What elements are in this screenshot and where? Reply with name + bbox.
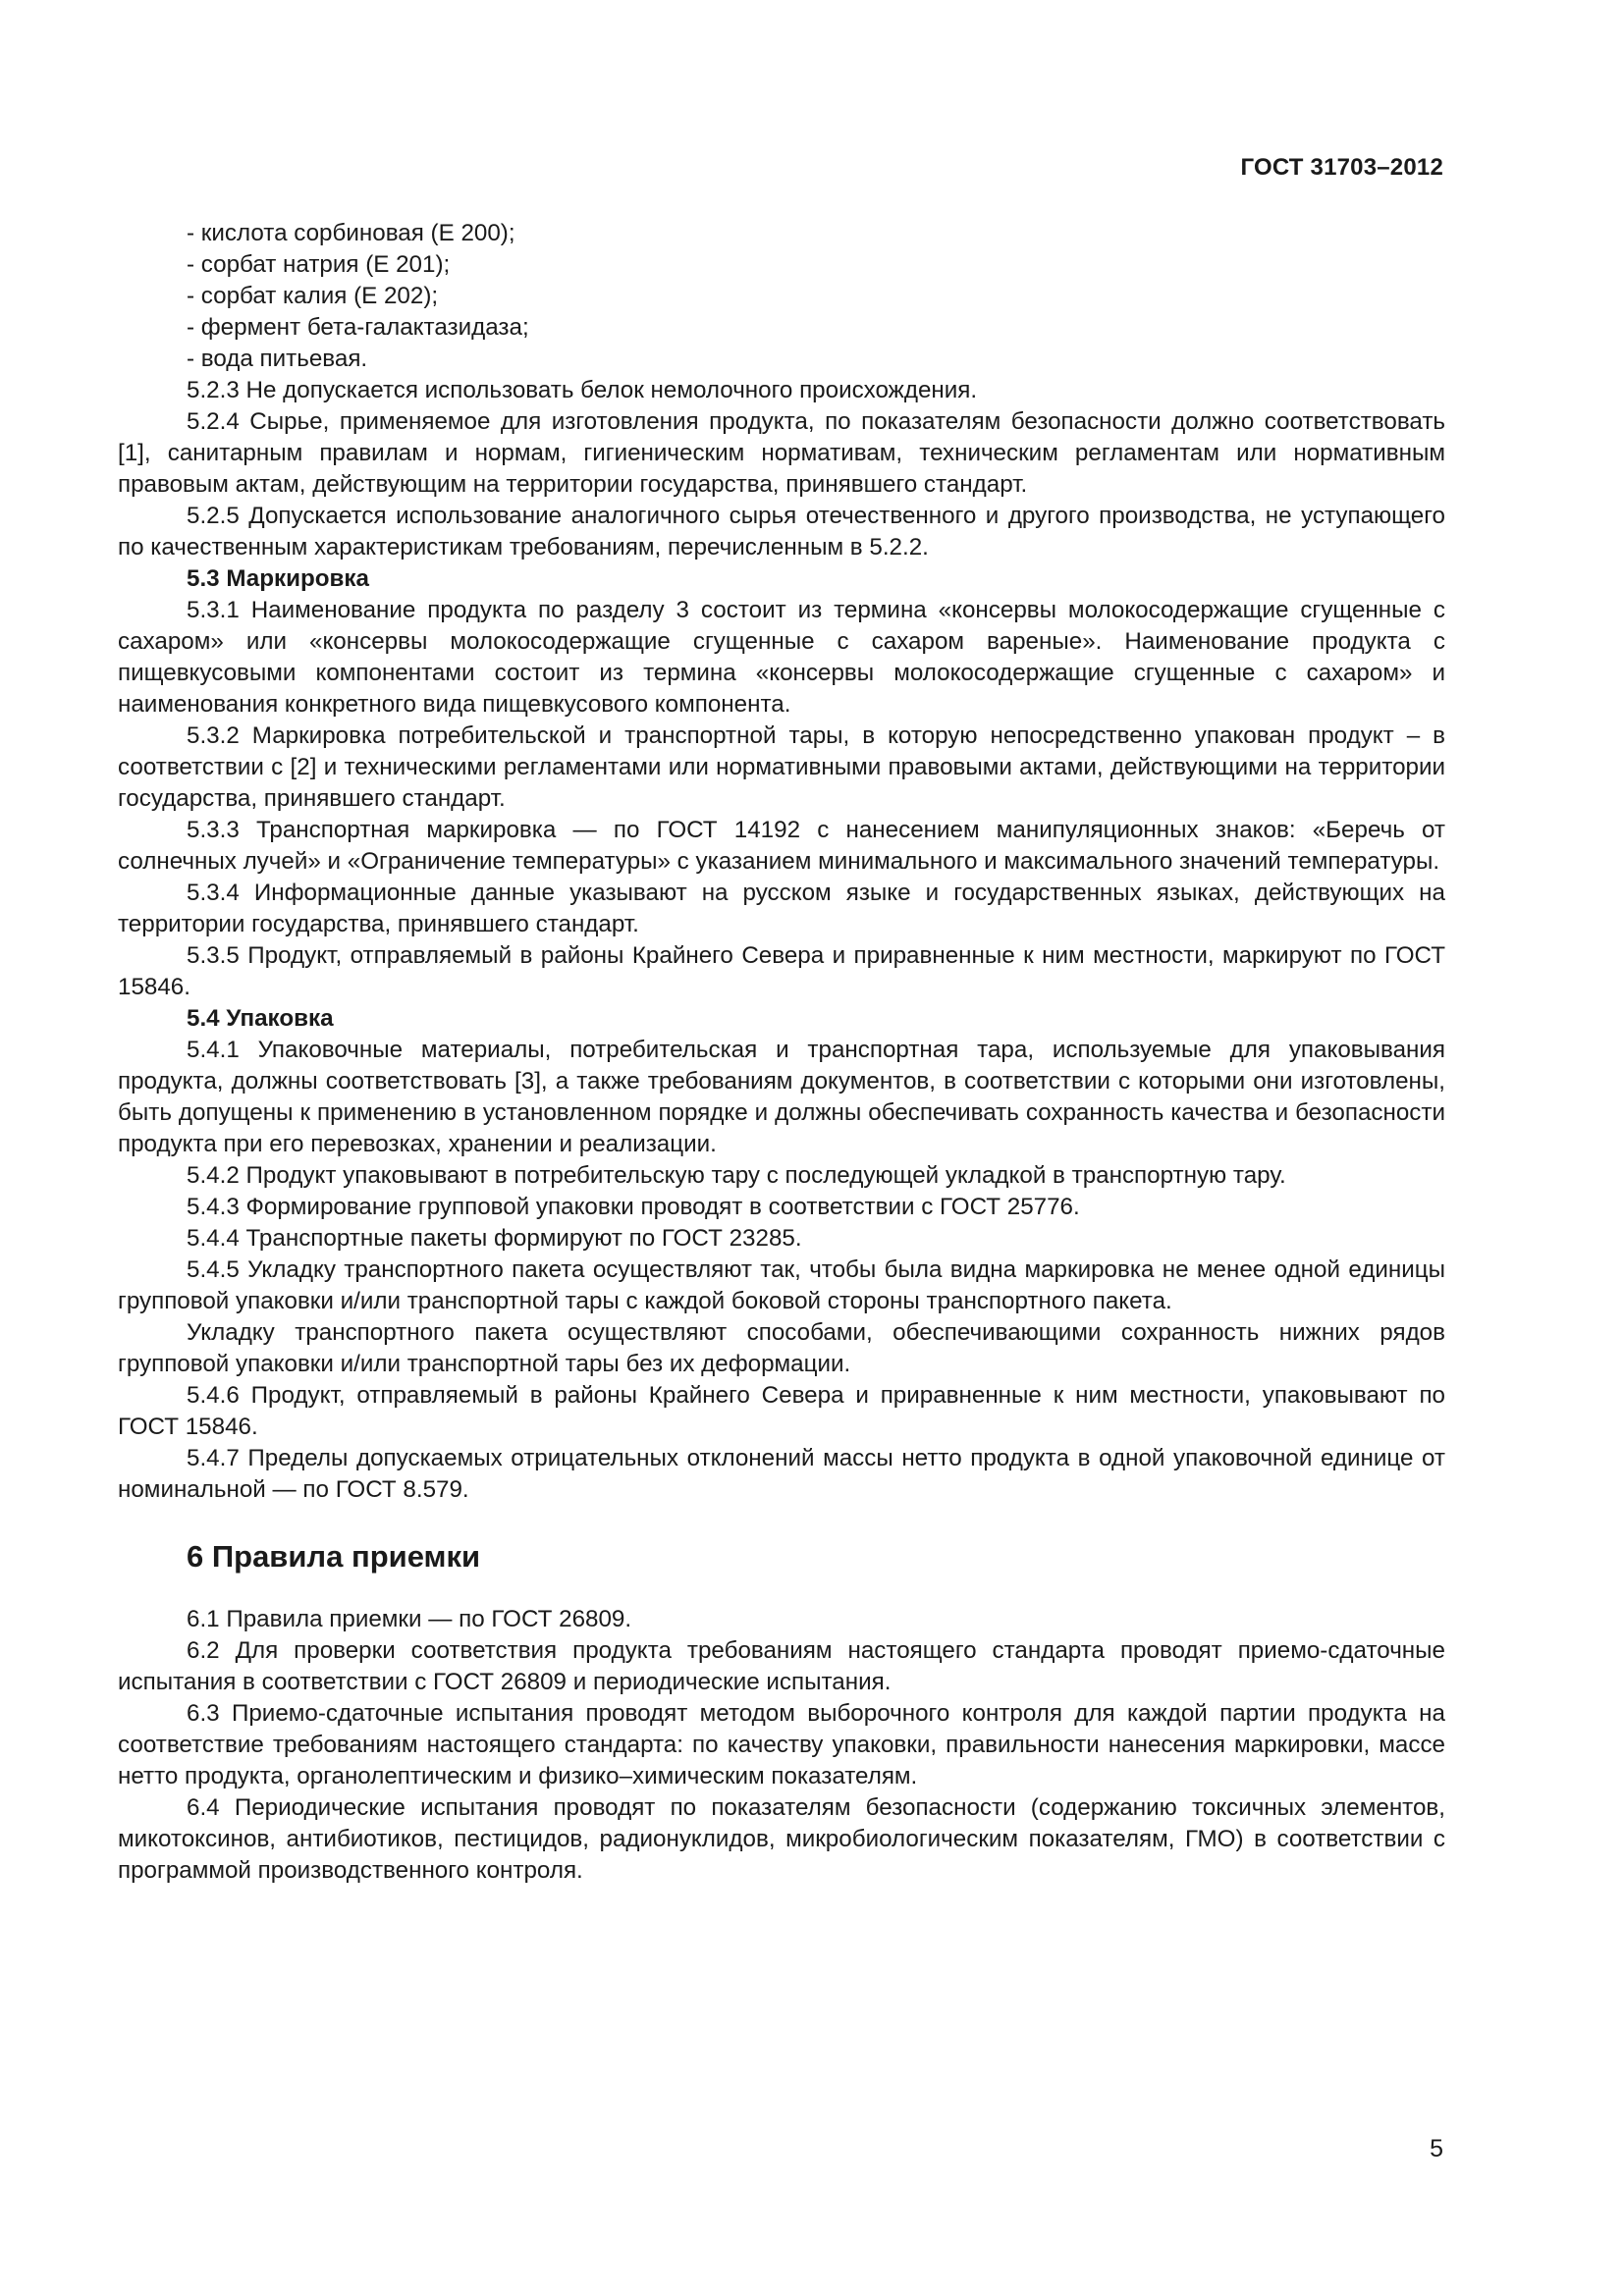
paragraph-6-1: 6.1 Правила приемки — по ГОСТ 26809. xyxy=(187,1606,632,1632)
paragraph-5-4-5-cont: Укладку транспортного пакета осуществляют способами, обеспечивающими сохранность нижних рядов групповой упаковки и/или транспортной тары без их деформации. xyxy=(118,1319,1445,1377)
paragraph-5-3-5: 5.3.5 Продукт, отправляемый в районы Крайнего Севера и приравненные к ним местности, маркируют по ГОСТ 15846. xyxy=(118,942,1445,1000)
list-item: - сорбат калия (Е 202); xyxy=(187,283,439,309)
paragraph-5-4-1: 5.4.1 Упаковочные материалы, потребительская и транспортная тара, используемые для упаковывания продукта, должны соответствовать [3], а также требованиям документов, в соответствии с которыми они изготовлены, быть допущены к применению в установленном порядке и должны обеспечивать сохранность качества и безопасности продукта при его перевозках, хранении и реализации. xyxy=(118,1037,1445,1157)
list-item: - фермент бета-галактазидаза; xyxy=(187,314,529,341)
paragraph-5-4-7: 5.4.7 Пределы допускаемых отрицательных отклонений массы нетто продукта в одной упаковочной единице от номинальной — по ГОСТ 8.579. xyxy=(118,1445,1445,1503)
list-item: - сорбат натрия (Е 201); xyxy=(187,251,451,278)
paragraph-5-2-4: 5.2.4 Сырье, применяемое для изготовления продукта, по показателям безопасности должно соответствовать [1], санитарным правилам и нормам, гигиеническим нормативам, техническим регламентам или нормативным правовым актам, действующим на территории государства, принявшего стандарт. xyxy=(118,408,1445,498)
section-6-title: 6 Правила приемки xyxy=(187,1539,481,1574)
paragraph-6-2: 6.2 Для проверки соответствия продукта требованиям настоящего стандарта проводят приемо-сдаточные испытания в соответствии с ГОСТ 26809 и периодические испытания. xyxy=(118,1637,1445,1695)
subheading-5-3: 5.3 Маркировка xyxy=(187,565,369,592)
paragraph-5-3-4: 5.3.4 Информационные данные указывают на русском языке и государственных языках, действующих на территории государства, принявшего стандарт. xyxy=(118,880,1445,937)
paragraph-5-4-4: 5.4.4 Транспортные пакеты формируют по ГОСТ 23285. xyxy=(187,1225,802,1252)
document-code: ГОСТ 31703–2012 xyxy=(1240,154,1443,181)
page-number: 5 xyxy=(1430,2135,1443,2163)
list-item: - вода питьевая. xyxy=(187,346,368,372)
paragraph-5-2-3: 5.2.3 Не допускается использовать белок немолочного происхождения. xyxy=(187,377,978,403)
paragraph-5-4-3: 5.4.3 Формирование групповой упаковки проводят в соответствии с ГОСТ 25776. xyxy=(187,1194,1080,1220)
paragraph-5-3-3: 5.3.3 Транспортная маркировка — по ГОСТ 14192 с нанесением манипуляционных знаков: «Беречь от солнечных лучей» и «Ограничение температуры» с указанием минимального и максимального значений температуры. xyxy=(118,817,1445,875)
paragraph-5-3-1: 5.3.1 Наименование продукта по разделу 3 состоит из термина «консервы молокосодержащие сгущенные с сахаром» или «консервы молокосодержащие сгущенные с сахаром вареные». Наименование продукта с пищевкусовыми компонентами состоит из термина «консервы молокосодержащие сгущенные с сахаром» и наименования конкретного вида пищевкусового компонента. xyxy=(118,597,1445,718)
paragraph-5-4-2: 5.4.2 Продукт упаковывают в потребительскую тару с последующей укладкой в транспортную тару. xyxy=(187,1162,1286,1189)
subheading-5-4: 5.4 Упаковка xyxy=(187,1005,334,1032)
paragraph-5-4-6: 5.4.6 Продукт, отправляемый в районы Крайнего Севера и приравненные к ним местности, упаковывают по ГОСТ 15846. xyxy=(118,1382,1445,1440)
document-body xyxy=(118,218,1445,1887)
paragraph-5-4-5: 5.4.5 Укладку транспортного пакета осуществляют так, чтобы была видна маркировка не менее одной единицы групповой упаковки и/или транспортной тары с каждой боковой стороны транспортного пакета. xyxy=(118,1256,1445,1314)
paragraph-5-3-2: 5.3.2 Маркировка потребительской и транспортной тары, в которую непосредственно упакован продукт – в соответствии с [2] и техническими регламентами или нормативными правовыми актами, действующими на территории государства, принявшего стандарт. xyxy=(118,722,1445,812)
paragraph-6-3: 6.3 Приемо-сдаточные испытания проводят методом выборочного контроля для каждой партии продукта на соответствие требованиям настоящего стандарта: по качеству упаковки, правильности нанесения маркировки, массе нетто продукта, органолептическим и физико–химическим показателям. xyxy=(118,1700,1445,1789)
paragraph-6-4: 6.4 Периодические испытания проводят по показателям безопасности (содержанию токсичных элементов, микотоксинов, антибиотиков, пестицидов, радионуклидов, микробиологическим показателям, ГМО) в соответствии с программой производственного контроля. xyxy=(118,1794,1445,1884)
paragraph-5-2-5: 5.2.5 Допускается использование аналогичного сырья отечественного и другого производства, не уступающего по качественным характеристикам требованиям, перечисленным в 5.2.2. xyxy=(118,503,1445,561)
list-item: - кислота сорбиновая (Е 200); xyxy=(187,220,515,246)
